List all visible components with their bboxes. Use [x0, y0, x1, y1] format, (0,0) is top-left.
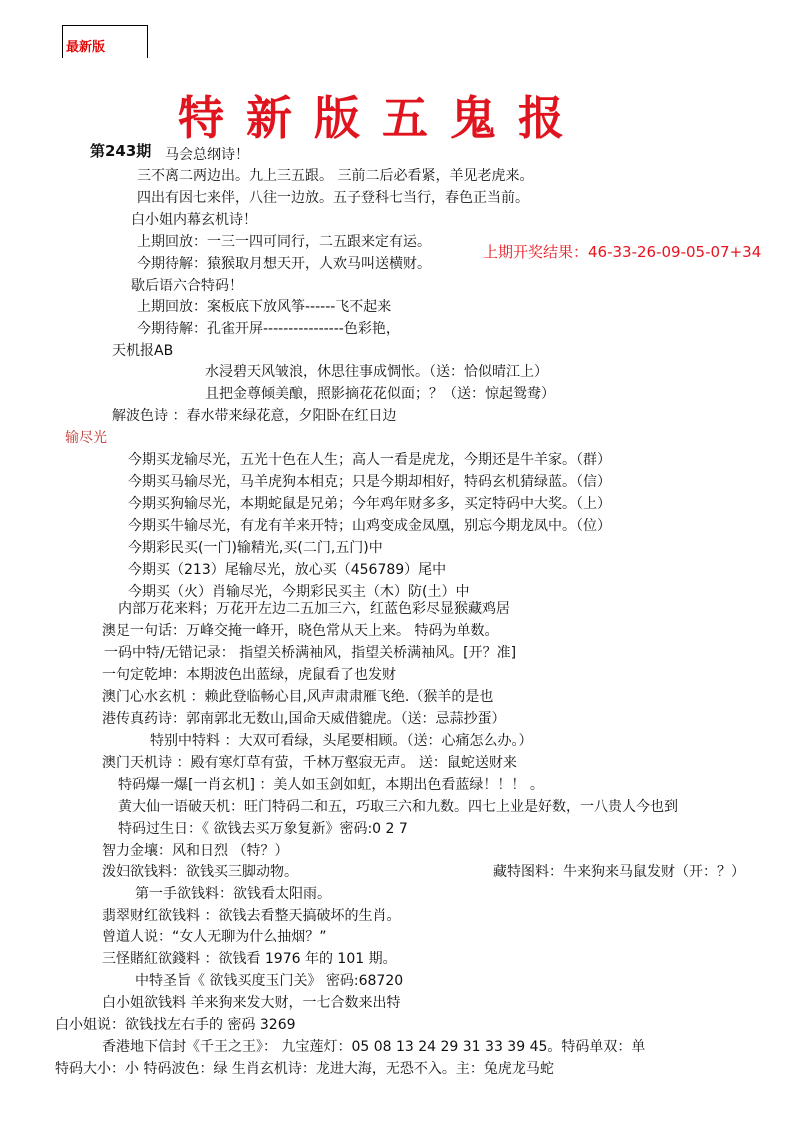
text-line: 今期买马输尽光，马羊虎狗本相克；只是今期却相好，特码玄机猜绿蓝。（信） — [128, 474, 611, 490]
badge-label: 最新版 — [66, 40, 106, 55]
text-line: 今期买牛输尽光，有龙有羊来开特；山鸡变成金凤凰，别忘今期龙凤中。（位） — [128, 518, 611, 534]
text-line: 今期待解：猿猴取月想天开，人欢马叫送横财。 — [137, 256, 431, 272]
section-heading: 输尽光 — [65, 430, 107, 446]
text-line: 港传真药诗：郭南郭北无数山,国命天威借貔虎。（送：忌蒜抄蛋） — [102, 711, 506, 727]
section-heading: 马会总纲诗！ — [165, 147, 249, 163]
text-line: 智力金壤：风和日烈 （特？） — [102, 843, 289, 859]
text-line: 今期买龙输尽光，五光十色在人生；高人一看是虎龙，今期还是牛羊家。（群） — [128, 452, 611, 468]
issue-number: 第243期 — [90, 142, 152, 160]
text-line: 一码中特/无错记录： 指望关桥满袖风，指望关桥满袖风。[开？准] — [104, 645, 517, 661]
text-line: 今期待解：孔雀开屏----------------色彩艳， — [137, 321, 400, 337]
text-line: 特码过生日：《 欲钱去买万象复新》密码:0 2 7 — [118, 821, 408, 837]
text-line: 今期买（213）尾输尽光，放心买（456789）尾中 — [128, 562, 447, 578]
text-line: 白小姐欲钱料 羊来狗来发大财，一七合数来出特 — [102, 995, 401, 1011]
text-line: 特码大小：小 特码波色：绿 生肖玄机诗：龙进大海，无恐不入。主：兔虎龙马蛇 — [55, 1061, 554, 1077]
text-line: 澳门天机诗 ：殿有寒灯草有萤，千林万壑寂无声。 送：鼠蛇送财来 — [102, 755, 517, 771]
last-draw-result: 上期开奖结果：46-33-26-09-05-07+34 — [483, 243, 762, 261]
text-line: 特码爆一爆[一肖玄机] ：美人如玉剑如虹，本期出色看蓝绿！！！ 。 — [118, 777, 544, 793]
text-line: 解波色诗 ：春水带来绿花意，夕阳卧在红日边 — [112, 408, 397, 424]
text-line: 今期彩民买(一门)输精光,买(二门,五门)中 — [128, 540, 383, 556]
poem-line: 且把金尊倾美酿，照影摘花花似面；？（送：惊起鸳鸯） — [205, 386, 555, 402]
poem-line: 三不离二两边出。九上三五跟。 三前二后必看紧，羊见老虎来。 — [137, 168, 534, 184]
poem-line: 水浸碧天风皱浪，休思往事成惆怅。（送：恰似晴江上） — [205, 364, 548, 380]
text-line: 翡翠财红欲钱料 ：欲钱去看整天搞破坏的生肖。 — [102, 908, 401, 924]
text-line: 今期买（火）肖输尽光，今期彩民买主（木）防(土）中 — [128, 584, 470, 600]
latest-edition-badge — [62, 25, 148, 58]
text-line: 泼妇欲钱料：欲钱买三脚动物。 — [102, 864, 298, 880]
text-line: 第一手欲钱料：欲钱看太阳雨。 — [135, 886, 331, 902]
page-title: 特新版五鬼报 — [178, 91, 586, 145]
text-line: 藏特图料：牛来狗来马鼠发财（开：？） — [493, 864, 745, 880]
section-heading: 白小姐内幕玄机诗！ — [131, 212, 257, 228]
text-line: 一句定乾坤：本期波色出蓝绿，虎鼠看了也发财 — [102, 667, 396, 683]
text-line: 白小姐说：欲钱找左右手的 密码 3269 — [55, 1017, 296, 1033]
text-line: 澳足一句话：万峰交掩一峰开，晓色常从天上来。 特码为单数。 — [102, 623, 499, 639]
text-line: 中特圣旨《 欲钱买度玉门关》 密码:68720 — [135, 973, 404, 989]
poem-line: 四出有因七来伴，八往一边放。五子登科七当行，春色正当前。 — [137, 190, 529, 206]
text-line: 曾道人说：“女人无聊为什么抽烟？” — [102, 929, 327, 945]
text-line: 特别中特料 ：大双可看绿，头尾要相顾。（送：心痛怎么办。） — [150, 733, 533, 749]
text-line: 三怪賭紅欲錢料 ：欲钱看 1976 年的 101 期。 — [102, 951, 397, 967]
section-heading: 歇后语六合特码！ — [131, 278, 243, 294]
text-line: 上期回放：一三一四可同行，二五跟来定有运。 — [137, 234, 431, 250]
text-line: 上期回放：案板底下放风筝------飞不起来 — [137, 299, 392, 315]
text-line: 澳门心水玄机 ：赖此登临畅心目,风声肃肃雁飞绝.（猴羊的是也 — [102, 689, 494, 705]
section-heading: 天机报AB — [112, 343, 174, 359]
text-line: 今期买狗输尽光，本期蛇鼠是兄弟；今年鸡年财多多，买定特码中大奖。（上） — [128, 496, 611, 512]
text-line: 黄大仙一语破天机：旺门特码二和五，巧取三六和九数。四七上业是好数，一八贵人今也到 — [118, 799, 678, 815]
text-line: 内部万花来料；万花开左边二五加三六，红蓝色彩尽显猴藏鸡居 — [118, 601, 510, 617]
text-line: 香港地下信封《千王之王》： 九宝莲灯：05 08 13 24 29 31 33 39 45。特码单双：单 — [102, 1039, 646, 1055]
